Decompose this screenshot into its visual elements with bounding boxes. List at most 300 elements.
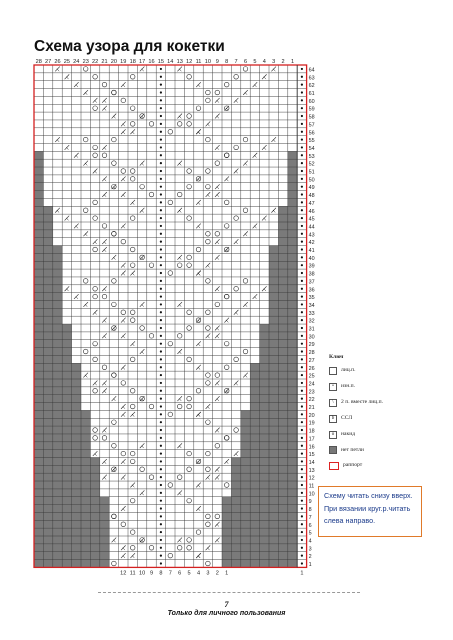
- decrease-mark: [104, 241, 106, 244]
- column-number: 2: [281, 59, 285, 65]
- no-stitch-cell: [288, 560, 297, 568]
- no-stitch-cell: [34, 536, 43, 544]
- no-stitch-cell: [53, 395, 62, 403]
- purl-dot: [160, 264, 162, 266]
- no-stitch-cell: [288, 387, 297, 395]
- decrease-mark: [74, 153, 79, 158]
- decrease-mark: [215, 239, 220, 244]
- no-stitch-cell: [288, 198, 297, 206]
- decrease-mark: [132, 273, 134, 276]
- no-stitch-cell: [53, 465, 62, 473]
- no-stitch-cell: [278, 340, 287, 348]
- decrease-mark: [254, 296, 256, 299]
- decrease-mark: [243, 161, 248, 166]
- decrease-mark: [243, 302, 248, 307]
- no-stitch-cell: [269, 450, 278, 458]
- purl-dot: [301, 272, 303, 274]
- no-stitch-cell: [269, 560, 278, 568]
- row-number: 61: [308, 91, 315, 97]
- no-stitch-cell: [241, 552, 250, 560]
- no-stitch-cell: [43, 481, 52, 489]
- no-stitch-cell: [34, 293, 43, 301]
- purl-dot: [301, 233, 303, 235]
- decrease-mark: [121, 404, 126, 409]
- decrease-mark: [93, 169, 98, 174]
- no-stitch-cell: [43, 253, 52, 261]
- no-stitch-cell: [288, 379, 297, 387]
- purl-dot: [160, 295, 162, 297]
- yarn-over-mark: [177, 334, 182, 339]
- decrease-mark: [123, 461, 125, 464]
- no-stitch-cell: [43, 238, 52, 246]
- decrease-mark: [112, 538, 117, 543]
- purl-dot: [301, 343, 303, 345]
- purl-dot: [160, 398, 162, 400]
- row-number: 59: [308, 106, 315, 113]
- no-stitch-cell: [231, 536, 240, 544]
- row-number: 57: [308, 122, 315, 129]
- no-stitch-cell: [288, 355, 297, 363]
- no-stitch-cell: [72, 544, 81, 552]
- column-number: 14: [167, 59, 174, 65]
- no-stitch-cell: [72, 497, 81, 505]
- row-number: 30: [308, 334, 315, 341]
- purl-dot: [301, 523, 303, 525]
- yarn-over-mark: [102, 436, 107, 441]
- yarn-over-mark: [206, 90, 211, 95]
- decrease-mark: [177, 490, 182, 495]
- no-stitch-cell: [278, 434, 287, 442]
- no-stitch-cell: [72, 458, 81, 466]
- no-stitch-cell: [278, 222, 287, 230]
- no-stitch-cell: [81, 465, 90, 473]
- row-number: 34: [308, 302, 315, 309]
- purl-dot: [301, 280, 303, 282]
- no-stitch-cell: [43, 371, 52, 379]
- decrease-mark: [198, 367, 200, 370]
- decrease-mark: [121, 475, 126, 480]
- decrease-mark: [123, 84, 125, 87]
- decrease-mark: [121, 318, 126, 323]
- row-number: 45: [308, 216, 315, 223]
- purl-dot: [160, 162, 162, 164]
- no-stitch-cell: [241, 410, 250, 418]
- decrease-mark: [132, 485, 134, 488]
- no-stitch-cell: [278, 324, 287, 332]
- no-stitch-cell: [222, 497, 231, 505]
- no-stitch-cell: [250, 410, 259, 418]
- no-stitch-cell: [34, 175, 43, 183]
- no-stitch-cell: [43, 230, 52, 238]
- purl-dot: [160, 382, 162, 384]
- no-stitch-cell: [260, 512, 269, 520]
- no-stitch-cell: [269, 544, 278, 552]
- decrease-mark: [207, 124, 209, 127]
- decrease-mark: [85, 234, 87, 237]
- decrease-mark: [206, 192, 211, 197]
- no-stitch-cell: [269, 418, 278, 426]
- no-stitch-cell: [288, 363, 297, 371]
- no-stitch-cell: [62, 520, 71, 528]
- row-number: 8: [308, 507, 312, 514]
- decrease-mark: [262, 145, 267, 150]
- no-stitch-cell: [81, 473, 90, 481]
- no-stitch-cell: [260, 481, 269, 489]
- legend-item-purl: [329, 382, 429, 392]
- yarn-over-mark: [206, 231, 211, 236]
- purl-dot: [160, 492, 162, 494]
- no-stitch-cell: [90, 473, 99, 481]
- decrease-mark: [102, 247, 107, 252]
- purl-dot: [301, 492, 303, 494]
- decrease-mark: [123, 406, 125, 409]
- no-stitch-cell: [34, 348, 43, 356]
- no-stitch-cell: [34, 458, 43, 466]
- yarn-over-mark: [224, 294, 229, 299]
- no-stitch-cell: [34, 316, 43, 324]
- yarn-over-mark: [130, 451, 135, 456]
- no-stitch-cell: [34, 410, 43, 418]
- yarn-over-mark: [187, 357, 192, 362]
- column-number: 4: [196, 570, 201, 577]
- purl-dot: [301, 225, 303, 227]
- decrease-mark: [236, 100, 238, 103]
- purl-dot: [160, 233, 162, 235]
- decrease-mark: [236, 312, 238, 315]
- no-stitch-cell: [34, 442, 43, 450]
- no-stitch-cell: [278, 348, 287, 356]
- purl-dot: [160, 107, 162, 109]
- decrease-mark: [142, 116, 144, 119]
- column-number: 23: [82, 59, 89, 65]
- no-stitch-cell: [43, 301, 52, 309]
- no-stitch-cell: [288, 308, 297, 316]
- column-number: 5: [187, 570, 191, 577]
- row-number: 3: [308, 546, 312, 553]
- decrease-mark: [207, 194, 209, 197]
- purl-dot: [301, 413, 303, 415]
- row-number: 39: [308, 263, 315, 270]
- no-stitch-cell: [43, 324, 52, 332]
- no-stitch-cell: [260, 410, 269, 418]
- row-number: 63: [308, 75, 315, 82]
- decrease-mark: [207, 548, 209, 551]
- no-stitch-cell: [34, 206, 43, 214]
- decrease-mark: [121, 224, 126, 229]
- purl-dot: [301, 123, 303, 125]
- yarn-over-mark: [187, 255, 192, 260]
- decrease-mark: [121, 545, 126, 550]
- yarn-over-mark: [206, 239, 211, 244]
- yarn-over-mark: [215, 161, 220, 166]
- purl-dot: [160, 484, 162, 486]
- decrease-mark: [65, 74, 70, 79]
- row-number: 5: [308, 530, 312, 537]
- yarn-over-mark: [93, 341, 98, 346]
- row-number: 31: [308, 326, 315, 333]
- purl-dot: [301, 484, 303, 486]
- no-stitch-cell: [250, 426, 259, 434]
- no-stitch-cell: [53, 332, 62, 340]
- row-number: 4: [308, 538, 312, 545]
- no-stitch-cell: [43, 544, 52, 552]
- purl-dot: [160, 115, 162, 117]
- no-stitch-cell: [90, 505, 99, 513]
- row-number: 33: [308, 310, 315, 317]
- no-stitch-cell: [250, 450, 259, 458]
- column-number: 26: [54, 59, 61, 65]
- decrease-mark: [217, 116, 219, 119]
- decrease-mark: [217, 540, 219, 543]
- no-stitch-cell: [278, 481, 287, 489]
- column-number: 10: [204, 59, 212, 65]
- decrease-mark: [142, 446, 144, 449]
- decrease-mark: [196, 82, 201, 87]
- no-stitch-cell: [100, 520, 109, 528]
- decrease-mark: [217, 100, 219, 103]
- row-number: 52: [308, 161, 315, 168]
- yarn-over-mark: [224, 82, 229, 87]
- yarn-over-mark: [112, 161, 117, 166]
- no-stitch-cell: [260, 458, 269, 466]
- purl-dot: [160, 555, 162, 557]
- no-stitch-cell: [288, 183, 297, 191]
- decrease-mark: [262, 74, 267, 79]
- row-number: 27: [308, 357, 315, 364]
- no-stitch-cell: [278, 261, 287, 269]
- no-stitch-cell: [278, 489, 287, 497]
- purl-dot: [160, 91, 162, 93]
- no-stitch-cell: [222, 544, 231, 552]
- purl-dot: [301, 350, 303, 352]
- no-stitch-cell: [222, 560, 231, 568]
- purl-dot: [160, 421, 162, 423]
- row-number: 50: [308, 177, 315, 184]
- yarn-over-mark: [102, 82, 107, 87]
- yarn-over-mark: [112, 279, 117, 284]
- no-stitch-cell: [53, 442, 62, 450]
- yarn-over-mark: [93, 106, 98, 111]
- yarn-over-mark: [206, 279, 211, 284]
- decrease-mark: [215, 522, 220, 527]
- column-number: 21: [101, 59, 108, 65]
- decrease-mark: [121, 333, 126, 338]
- decrease-mark: [104, 477, 106, 480]
- decrease-mark: [76, 226, 78, 229]
- decrease-mark: [215, 333, 220, 338]
- decrease-mark: [215, 192, 220, 197]
- decrease-mark: [85, 304, 87, 307]
- purl-dot: [301, 248, 303, 250]
- decrease-mark: [217, 469, 219, 472]
- no-stitch-cell: [231, 520, 240, 528]
- no-stitch-cell: [288, 293, 297, 301]
- decrease-mark: [123, 414, 125, 417]
- decrease-mark: [177, 67, 182, 72]
- no-stitch-cell: [250, 481, 259, 489]
- no-stitch-cell: [34, 355, 43, 363]
- decrease-mark: [206, 121, 211, 126]
- decrease-mark: [198, 202, 200, 205]
- no-stitch-cell: [241, 560, 250, 568]
- decrease-mark: [140, 67, 145, 72]
- decrease-mark: [83, 373, 88, 378]
- no-stitch-cell: [241, 536, 250, 544]
- knit-symbol-icon: [329, 367, 337, 375]
- column-number: 13: [176, 59, 183, 65]
- decrease-mark: [271, 67, 276, 72]
- decrease-mark: [215, 475, 220, 480]
- decrease-mark: [142, 69, 144, 72]
- no-stitch-cell: [269, 355, 278, 363]
- no-stitch-cell: [278, 379, 287, 387]
- decrease-mark: [245, 375, 247, 378]
- column-number: 22: [91, 59, 99, 65]
- no-stitch-cell: [241, 434, 250, 442]
- no-stitch-cell: [62, 355, 71, 363]
- no-stitch-cell: [62, 489, 71, 497]
- decrease-mark: [142, 257, 144, 260]
- no-stitch-cell: [53, 512, 62, 520]
- no-stitch-cell: [241, 426, 250, 434]
- no-stitch-cell: [288, 167, 297, 175]
- purl-dot: [160, 437, 162, 439]
- purl-dot: [301, 555, 303, 557]
- no-stitch-cell: [260, 520, 269, 528]
- no-stitch-cell: [278, 277, 287, 285]
- decrease-mark: [121, 412, 126, 417]
- no-stitch-cell: [53, 536, 62, 544]
- yarn-over-mark: [206, 373, 211, 378]
- no-stitch-cell: [278, 285, 287, 293]
- yarn-over-mark: [215, 443, 220, 448]
- no-stitch-cell: [90, 560, 99, 568]
- no-stitch-cell: [34, 544, 43, 552]
- no-stitch-cell: [269, 387, 278, 395]
- no-stitch-cell: [81, 505, 90, 513]
- no-stitch-cell: [53, 348, 62, 356]
- no-stitch-cell: [231, 505, 240, 513]
- yarn-over-mark: [93, 436, 98, 441]
- decrease-mark: [245, 234, 247, 237]
- purl-dot: [301, 437, 303, 439]
- decrease-mark: [224, 318, 229, 323]
- no-stitch-cell: [269, 520, 278, 528]
- yarn-over-mark: [149, 545, 154, 550]
- purl-dot: [160, 201, 162, 203]
- no-stitch-cell: [260, 403, 269, 411]
- yarn-over-mark: [224, 341, 229, 346]
- yarn-over-mark: [93, 153, 98, 158]
- yarn-over-mark: [187, 538, 192, 543]
- no-stitch-cell: [34, 261, 43, 269]
- legend-label: раппорт: [343, 462, 363, 469]
- no-stitch-cell: [34, 222, 43, 230]
- purl-dot: [160, 507, 162, 509]
- yarn-over-mark: [177, 404, 182, 409]
- no-stitch-cell: [81, 489, 90, 497]
- purl-dot: [301, 468, 303, 470]
- no-stitch-cell: [250, 363, 259, 371]
- yarn-over-mark: [206, 561, 211, 566]
- no-stitch-cell: [62, 348, 71, 356]
- no-stitch-cell: [260, 434, 269, 442]
- decrease-mark: [215, 184, 220, 189]
- yarn-over-mark: [187, 545, 192, 550]
- purl-dot: [301, 303, 303, 305]
- decrease-mark: [273, 210, 275, 213]
- purl-dot: [160, 272, 162, 274]
- yarn-over-mark: [149, 475, 154, 480]
- column-number: 7: [168, 570, 172, 577]
- decrease-mark: [83, 90, 88, 95]
- yarn-over-mark: [177, 192, 182, 197]
- no-stitch-cell: [81, 528, 90, 536]
- decrease-mark: [253, 153, 258, 158]
- decrease-mark: [102, 286, 107, 291]
- purl-dot: [301, 460, 303, 462]
- no-stitch-cell: [260, 387, 269, 395]
- decrease-mark: [198, 485, 200, 488]
- purl-dot: [301, 531, 303, 533]
- legend-label: 2 п. вместе лиц.п.: [341, 398, 384, 405]
- purl-dot: [301, 452, 303, 454]
- decrease-mark: [142, 304, 144, 307]
- decrease-mark: [130, 341, 135, 346]
- no-stitch-cell: [34, 269, 43, 277]
- column-number: 4: [262, 59, 266, 65]
- no-stitch-cell: [53, 301, 62, 309]
- no-stitch-cell: [81, 434, 90, 442]
- legend-label: изн.п.: [341, 382, 355, 389]
- decrease-mark: [217, 524, 219, 527]
- yarn-over-mark: [112, 443, 117, 448]
- no-stitch-cell: [53, 379, 62, 387]
- column-number: 9: [149, 570, 154, 577]
- purl-dot: [160, 366, 162, 368]
- no-stitch-cell: [34, 332, 43, 340]
- decrease-mark: [264, 147, 266, 150]
- yarn-over-mark: [130, 247, 135, 252]
- decrease-mark: [142, 493, 144, 496]
- no-stitch-cell: [90, 528, 99, 536]
- ssk-symbol-icon: b: [329, 415, 337, 423]
- no-stitch-cell: [53, 277, 62, 285]
- yarn-over-mark: [112, 373, 117, 378]
- no-stitch-cell: [260, 332, 269, 340]
- decrease-mark: [198, 414, 200, 417]
- no-stitch-cell: [278, 293, 287, 301]
- no-stitch-cell: [260, 560, 269, 568]
- no-stitch-cell: [250, 387, 259, 395]
- no-stitch-cell: [278, 544, 287, 552]
- decrease-mark: [132, 414, 134, 417]
- no-stitch-cell: [34, 253, 43, 261]
- decrease-mark: [254, 226, 256, 229]
- no-stitch-cell: [34, 489, 43, 497]
- decrease-mark: [66, 77, 68, 80]
- decrease-mark: [224, 459, 229, 464]
- k2tog-symbol-icon: \: [329, 399, 337, 407]
- yarn-over-mark: [93, 247, 98, 252]
- no-stitch-cell: [34, 191, 43, 199]
- no-stitch-cell: [72, 520, 81, 528]
- no-stitch-cell: [72, 442, 81, 450]
- purl-dot: [160, 68, 162, 70]
- yarn-over-mark: [149, 404, 154, 409]
- yarn-over-mark: [102, 365, 107, 370]
- decrease-mark: [132, 132, 134, 135]
